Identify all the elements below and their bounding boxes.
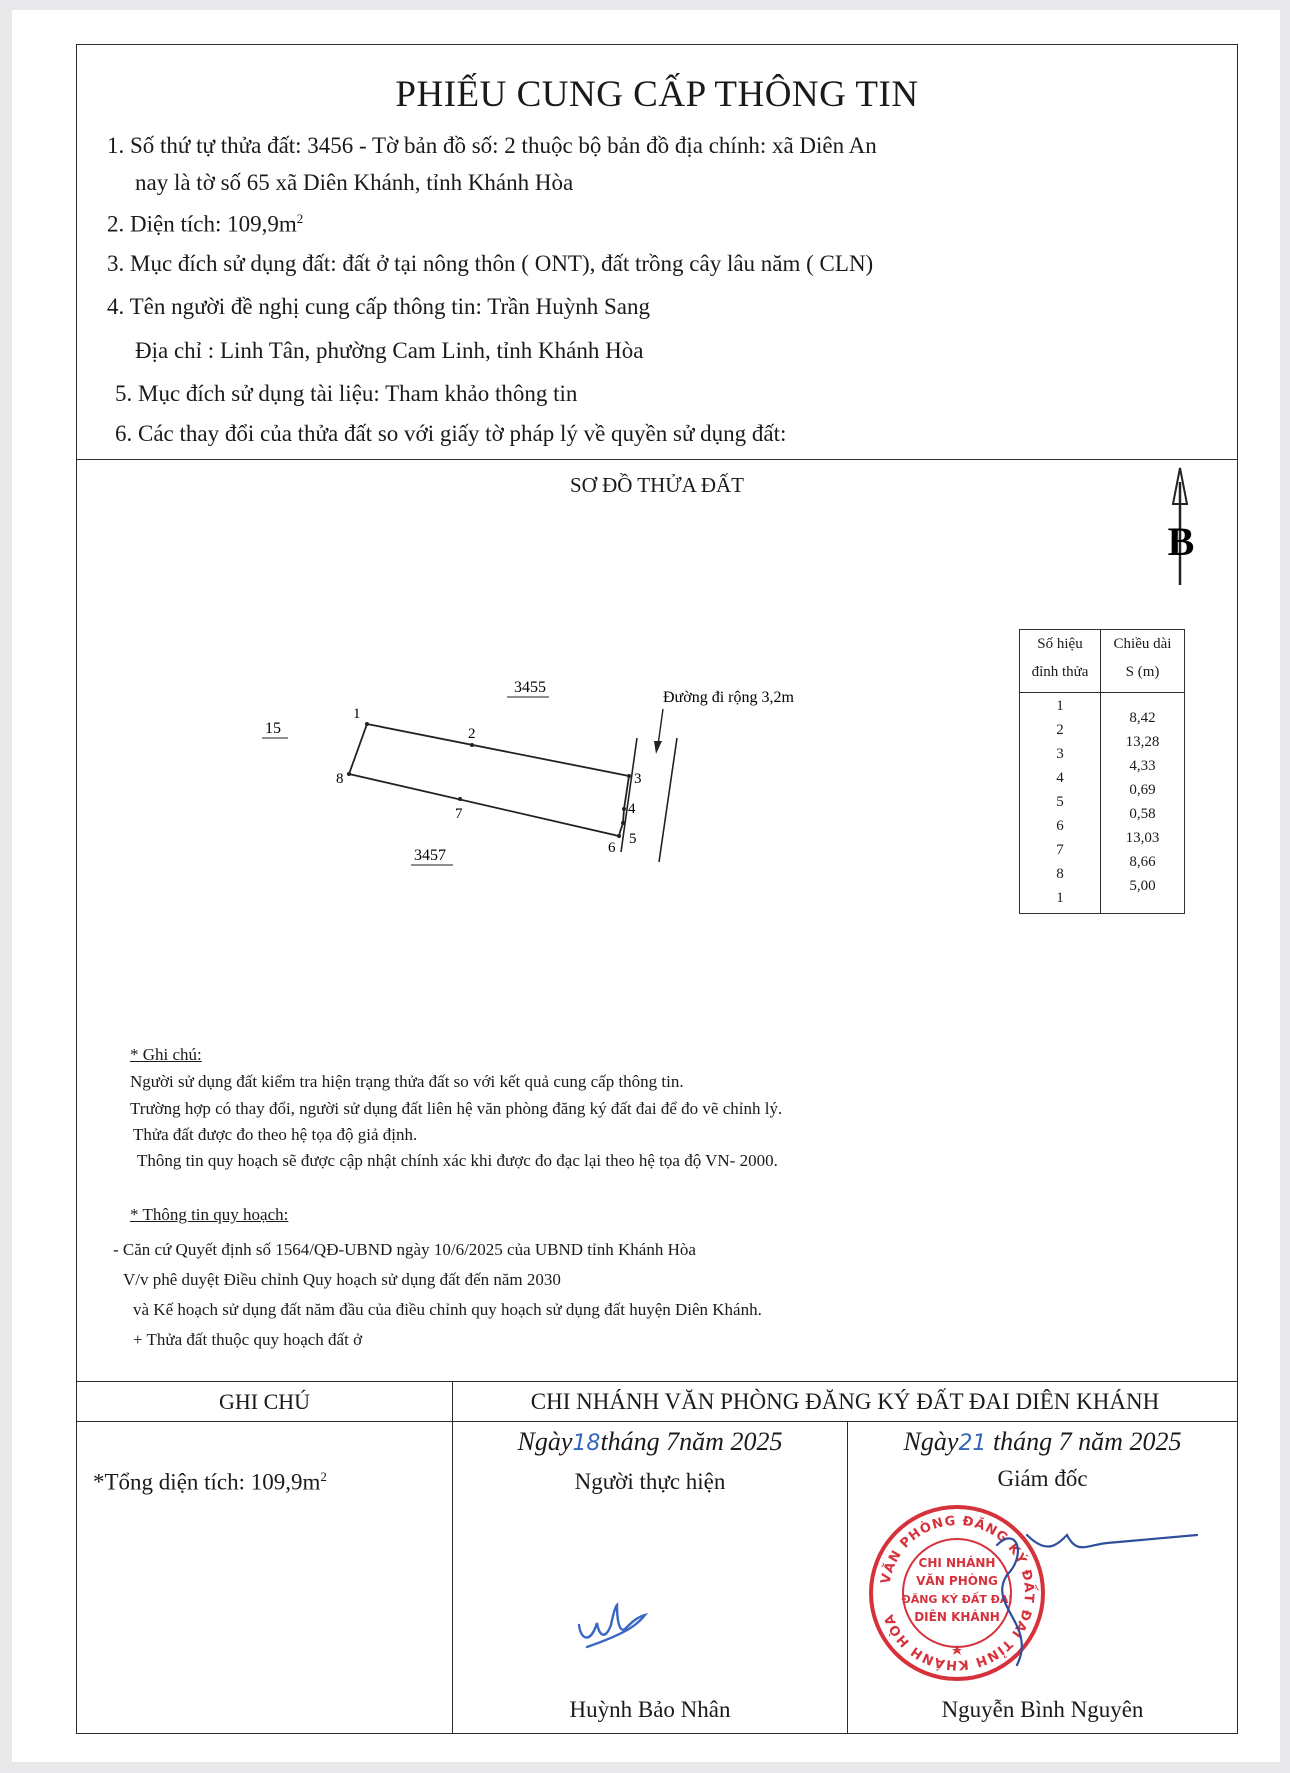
table-vertex: 8 [1056,866,1064,882]
vertex-label-3: 3 [634,771,642,787]
date-director [848,1427,1237,1457]
planning-line: và Kế hoạch sử dụng đất năm đầu của điều chỉnh quy hoạch sử dụng đất huyện Diên Khánh. [133,1300,762,1319]
vertex-dots [347,722,631,838]
vertex-label-7: 7 [455,806,463,822]
table-header-length-2: S (m) [1125,664,1160,680]
footer-ghi-chu: GHI CHÚ [218,1389,311,1414]
area-sup: 2 [296,211,304,226]
note-line: Thông tin quy hoạch sẽ được cập nhật chính xác khi được đo đạc lại theo hệ tọa độ VN- 2000. [137,1151,778,1170]
role-director: Giám đốc [997,1466,1088,1491]
footer-top-line [77,1381,1237,1382]
table-vertex: 2 [1056,722,1064,738]
table-vertex: 1 [1056,890,1064,906]
date-implementer [453,1427,847,1457]
stamp-line: DIÊN KHÁNH [914,1610,1000,1624]
date1-suffix: tháng 7năm 2025 [600,1427,783,1456]
item-1-cont: nay là tờ số 65 xã Diên Khánh, tỉnh Khánh Hòa [135,170,574,195]
north-letter: B [1167,519,1195,564]
date1-day: 18 [572,1431,601,1456]
document-frame [76,44,1238,1734]
role-implementer: Người thực hiện [574,1469,726,1494]
item-4: 4. Tên người đề nghị cung cấp thông tin: Trần Huỳnh Sang [107,294,650,319]
total-area-text: *Tổng diện tích: 109,9m [93,1469,321,1495]
note-line: Thửa đất được đo theo hệ tọa độ giả định. [133,1125,418,1144]
item-2 [107,211,303,238]
planning-line: V/v phê duyệt Điều chỉnh Quy hoạch sử dụng đất đến năm 2030 [123,1270,561,1289]
note-line: Trường hợp có thay đổi, người sử dụng đất liên hệ văn phòng đăng ký đất đai để đo vẽ chỉnh lý. [130,1099,783,1118]
name-implementer: Huỳnh Bảo Nhân [569,1697,731,1722]
parcel-15-label: 15 [265,720,281,737]
table-length: 8,42 [1129,710,1156,726]
road-arrow [658,709,663,745]
item-1: 1. Số thứ tự thửa đất: 3456 - Tờ bản đồ số: 2 thuộc bộ bản đồ địa chính: xã Diên An [107,133,877,158]
date2-suffix: tháng 7 năm 2025 [986,1427,1182,1456]
name-director: Nguyễn Bình Nguyên [941,1697,1144,1722]
table-vertex: 3 [1056,746,1064,762]
table-header-vertex-1: Số hiệu [1037,636,1083,652]
date2-prefix: Ngày [903,1427,959,1456]
table-header-length-1: Chiều dài [1113,636,1172,652]
edge-length-table [1019,629,1185,914]
table-length: 13,03 [1125,830,1160,846]
area-text: 2. Diện tích: 109,9m [107,211,297,237]
date1-prefix: Ngày [517,1427,573,1456]
notes-heading: * Ghi chú: [130,1045,202,1064]
planning-heading: * Thông tin quy hoạch: [130,1205,289,1224]
total-area-sup: 2 [320,1469,327,1484]
table-length: 8,66 [1129,854,1156,870]
footer-mid-line [77,1421,1237,1422]
planning-line: + Thửa đất thuộc quy hoạch đất ở [133,1330,363,1349]
vertex-label-1: 1 [353,706,361,722]
signature-implementer [567,1585,687,1655]
road-edge-right [659,738,677,862]
stamp-line: ĐĂNG KÝ ĐẤT ĐAI [901,1593,1013,1606]
table-vertex: 6 [1056,818,1064,834]
vertex-label-5: 5 [629,831,637,847]
north-arrow [1168,468,1195,585]
planning-line: - Căn cứ Quyết định số 1564/QĐ-UBND ngày 10/6/2025 của UBND tỉnh Khánh Hòa [113,1240,696,1259]
vertex-label-8: 8 [336,771,344,787]
item-3: 3. Mục đích sử dụng đất: đất ở tại nông thôn ( ONT), đất trồng cây lâu năm ( CLN) [107,251,874,276]
road-arrowhead [654,741,662,754]
table-vertex: 5 [1056,794,1064,810]
parcel-3457-label: 3457 [414,847,446,864]
table-length: 5,00 [1129,878,1156,894]
table-length: 0,69 [1129,782,1156,798]
item-6: 6. Các thay đổi của thửa đất so với giấy tờ pháp lý về quyền sử dụng đất: [115,421,787,446]
diagram-heading: SƠ ĐỒ THỬA ĐẤT [570,473,744,497]
table-length: 0,58 [1129,806,1156,822]
item-4-address: Địa chỉ : Linh Tân, phường Cam Linh, tỉnh Khánh Hòa [135,338,644,363]
table-length: 4,33 [1129,758,1156,774]
table-vertex: 1 [1056,698,1064,714]
table-header-vertex-2: đỉnh thửa [1031,664,1089,680]
document-title: PHIẾU CUNG CẤP THÔNG TIN [395,74,919,115]
item-5: 5. Mục đích sử dụng tài liệu: Tham khảo thông tin [115,381,578,406]
stamp-line: VĂN PHÒNG [916,1574,998,1588]
document-sheet [12,10,1280,1762]
table-length: 13,28 [1125,734,1160,750]
vertex-label-6: 6 [608,840,616,856]
total-area [93,1469,327,1496]
vertex-label-2: 2 [468,726,476,742]
footer-office: CHI NHÁNH VĂN PHÒNG ĐĂNG KÝ ĐẤT ĐAI DIÊN KHÁNH [530,1389,1160,1414]
note-line: Người sử dụng đất kiểm tra hiện trạng thửa đất so với kết quả cung cấp thông tin. [130,1072,684,1091]
road-label: Đường đi rộng 3,2m [663,689,794,706]
table-vertex: 4 [1056,770,1064,786]
table-vertex: 7 [1056,842,1064,858]
parcel-polygon [349,724,629,836]
stamp-line: CHI NHÁNH [918,1556,996,1570]
vertex-label-4: 4 [628,801,636,817]
signature-director [957,1515,1237,1675]
date2-day: 21 [958,1431,987,1456]
parcel-3455-label: 3455 [514,679,546,696]
stamp-ring-text: VĂN PHÒNG ĐĂNG KÝ ĐẤT ĐAI TỈNH KHÁNH HÒA [878,1513,1037,1673]
